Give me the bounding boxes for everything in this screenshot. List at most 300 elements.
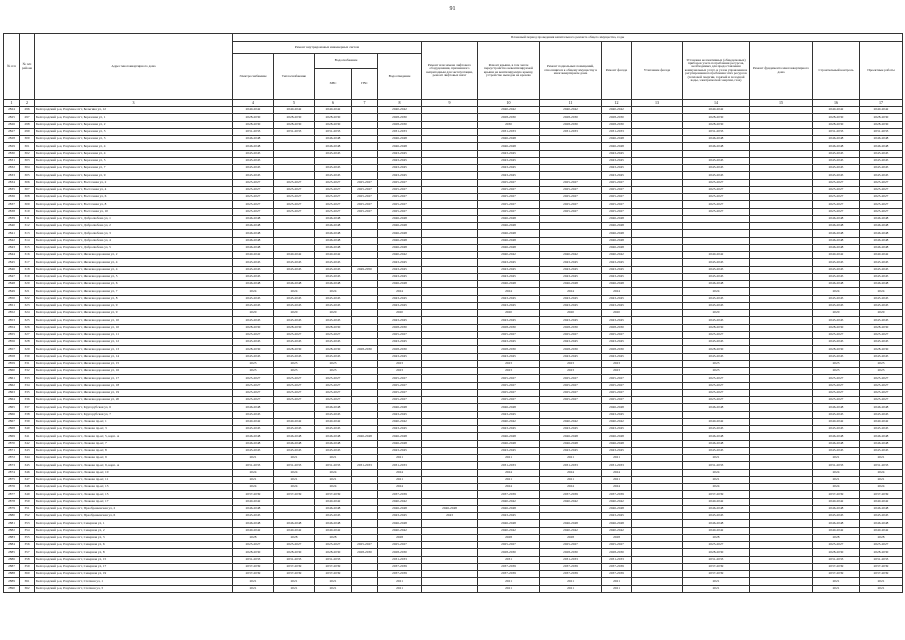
row-period-cell: 2040-2042 [813, 498, 860, 505]
row-period-cell [750, 527, 813, 534]
row-period-cell [632, 404, 683, 411]
row-period-cell: 2024 [233, 469, 274, 476]
row-period-cell [683, 223, 750, 230]
row-period-cell: 2046-2048 [478, 230, 540, 237]
row-period-cell [422, 397, 478, 404]
row-period-cell: 2046-2048 [813, 505, 860, 512]
row-period-cell: 2046-2048 [602, 505, 632, 512]
row-period-cell: 2021 [233, 476, 274, 483]
row-district-number: 362 [20, 585, 35, 592]
row-period-cell: 2025-2027 [378, 397, 422, 404]
col-header-address: Адрес многоквартирного дома [35, 34, 233, 100]
row-period-cell: 2040-2042 [540, 107, 602, 114]
row-period-cell: 2028-2030 [315, 324, 352, 331]
row-period-cell: 2043-2045 [860, 273, 903, 280]
row-period-cell: 2021 [602, 578, 632, 585]
row-period-cell: 2028-2030 [540, 346, 602, 353]
row-period-cell: 2046-2048 [233, 223, 274, 230]
row-period-cell [422, 411, 478, 418]
row-period-cell: 2043-2045 [233, 317, 274, 324]
row-period-cell: 2037-2039 [683, 563, 750, 570]
row-period-cell [422, 186, 478, 193]
row-period-cell: 2025-2027 [315, 186, 352, 193]
row-period-cell [422, 571, 478, 578]
col-header-control: Строительный контроль [813, 42, 860, 100]
row-period-cell: 2043-2045 [683, 339, 750, 346]
row-period-cell [750, 563, 813, 570]
row-address: Белгородский р-н, Разумное пгт, Степная ул, 1 [35, 578, 233, 585]
row-period-cell: 2043-2045 [602, 165, 632, 172]
row-period-cell: 2021 [813, 476, 860, 483]
row-period-cell: 2025-2027 [233, 542, 274, 549]
row-period-cell: 2046-2048 [315, 237, 352, 244]
row-period-cell: 2043-2045 [233, 426, 274, 433]
row-period-cell: 2028 [233, 534, 274, 541]
row-period-cell: 2025-2027 [378, 179, 422, 186]
row-period-cell: 2043-2045 [233, 259, 274, 266]
row-period-cell: 2046-2048 [422, 505, 478, 512]
row-period-cell [750, 143, 813, 150]
row-number: 2879 [4, 505, 20, 512]
row-period-cell [422, 563, 478, 570]
row-period-cell: 2040-2042 [683, 418, 750, 425]
row-period-cell: 2040-2042 [602, 498, 632, 505]
row-period-cell: 2021 [602, 455, 632, 462]
row-period-cell: 2025-2027 [274, 375, 315, 382]
row-number: 2866 [4, 411, 20, 418]
row-period-cell: 2040-2042 [683, 498, 750, 505]
row-period-cell [632, 542, 683, 549]
row-period-cell: 2025-2027 [860, 331, 903, 338]
row-period-cell [750, 121, 813, 128]
row-period-cell [632, 411, 683, 418]
row-period-cell [683, 244, 750, 251]
row-district-number: 316 [20, 252, 35, 259]
row-period-cell: 2043-2045 [860, 317, 903, 324]
row-period-cell [632, 259, 683, 266]
row-period-cell: 2025-2027 [860, 382, 903, 389]
row-period-cell [632, 389, 683, 396]
row-period-cell: 2043-2045 [813, 295, 860, 302]
row-period-cell: 2043-2045 [813, 447, 860, 454]
row-address: Белгородский р-н, Разумное пгт, Железнодорожная ул, 8 [35, 295, 233, 302]
row-period-cell: 2046-2048 [478, 244, 540, 251]
row-period-cell: 2040-2042 [860, 527, 903, 534]
row-period-cell: 2040-2042 [233, 418, 274, 425]
row-period-cell: 2043-2045 [315, 266, 352, 273]
table-row [4, 513, 903, 520]
table-row [4, 252, 903, 259]
row-period-cell [274, 172, 315, 179]
row-period-cell: 2037-2039 [233, 491, 274, 498]
row-period-cell: 2040-2042 [233, 527, 274, 534]
row-period-cell: 2028-2030 [813, 346, 860, 353]
row-period-cell: 2046-2048 [860, 223, 903, 230]
row-period-cell: 2037-2039 [478, 563, 540, 570]
row-period-cell: 2021 [860, 585, 903, 592]
row-period-cell: 2031-2033 [478, 128, 540, 135]
row-number: 2835 [4, 186, 20, 193]
table-row [4, 157, 903, 164]
row-period-cell: 2025-2027 [352, 186, 378, 193]
row-period-cell: 2024 [683, 484, 750, 491]
row-period-cell: 2024 [813, 469, 860, 476]
row-period-cell [352, 107, 378, 114]
row-period-cell: 2043-2045 [813, 273, 860, 280]
row-period-cell: 2043-2045 [233, 447, 274, 454]
row-period-cell [422, 368, 478, 375]
row-period-cell [422, 165, 478, 172]
row-period-cell: 2046-2048 [813, 244, 860, 251]
row-address: Белгородский р-н, Разумное пгт, Восточная ул, 2 [35, 179, 233, 186]
row-period-cell: 2025-2027 [352, 179, 378, 186]
row-period-cell [750, 520, 813, 527]
row-period-cell: 2046-2048 [274, 281, 315, 288]
row-period-cell: 2043 [422, 513, 478, 520]
row-period-cell: 2021 [683, 578, 750, 585]
row-period-cell: 2025-2027 [860, 186, 903, 193]
row-district-number: 361 [20, 578, 35, 585]
table-row [4, 295, 903, 302]
row-period-cell [352, 556, 378, 563]
row-period-cell: 2025-2027 [602, 331, 632, 338]
row-period-cell [422, 150, 478, 157]
row-period-cell: 2043-2045 [315, 447, 352, 454]
row-period-cell [352, 389, 378, 396]
row-period-cell: 2025-2027 [478, 186, 540, 193]
column-number: 6 [315, 100, 352, 107]
row-address: Белгородский р-н, Разумное пгт, Железнодорожная ул, 13 [35, 346, 233, 353]
row-period-cell: 2025-2027 [478, 331, 540, 338]
col-header-heat: Теплоснабжение [274, 54, 315, 100]
row-number: 2872 [4, 455, 20, 462]
table-row [4, 549, 903, 556]
row-period-cell [540, 136, 602, 143]
row-period-cell: 2046-2048 [860, 433, 903, 440]
row-address: Белгородский р-н, Разумное пгт, Северная ул, 17 [35, 563, 233, 570]
row-number: 2844 [4, 252, 20, 259]
table-body [4, 107, 903, 593]
row-address: Белгородский р-н, Разумное пгт, Лазкова пр-кт, 8 [35, 447, 233, 454]
row-period-cell: 2025-2027 [233, 389, 274, 396]
row-period-cell: 2024 [315, 288, 352, 295]
row-period-cell: 2025-2027 [683, 542, 750, 549]
row-period-cell: 2028-2030 [602, 346, 632, 353]
row-period-cell: 2031 [478, 556, 540, 563]
row-period-cell: 2046-2048 [233, 440, 274, 447]
row-number: 2836 [4, 194, 20, 201]
row-period-cell: 2040-2042 [233, 498, 274, 505]
row-period-cell: 2040-2042 [683, 252, 750, 259]
col-header-design: Проектные работы [860, 42, 903, 100]
row-period-cell: 2043-2045 [378, 513, 422, 520]
row-period-cell [422, 136, 478, 143]
row-period-cell: 2046-2048 [233, 143, 274, 150]
row-period-cell: 2046-2048 [860, 404, 903, 411]
row-period-cell: 2028-2030 [540, 324, 602, 331]
row-period-cell [632, 360, 683, 367]
row-number: 2832 [4, 165, 20, 172]
row-period-cell: 2040-2042 [602, 418, 632, 425]
row-period-cell: 2025-2027 [683, 331, 750, 338]
row-period-cell: 2040-2042 [478, 527, 540, 534]
row-period-cell: 2040-2042 [378, 252, 422, 259]
row-period-cell [750, 273, 813, 280]
row-period-cell: 2046-2048 [233, 281, 274, 288]
row-period-cell [750, 194, 813, 201]
row-district-number: 354 [20, 527, 35, 534]
row-period-cell: 2046-2048 [813, 230, 860, 237]
row-period-cell: 2020 [540, 310, 602, 317]
row-district-number: 339 [20, 418, 35, 425]
row-period-cell [632, 310, 683, 317]
row-number: 2850 [4, 295, 20, 302]
row-period-cell [632, 136, 683, 143]
row-number: 2829 [4, 143, 20, 150]
row-period-cell [750, 484, 813, 491]
row-period-cell: 2031-2033 [233, 128, 274, 135]
row-period-cell: 2025-2027 [540, 397, 602, 404]
row-district-number: 312 [20, 223, 35, 230]
row-period-cell: 2040-2042 [813, 107, 860, 114]
column-number: 17 [860, 100, 903, 107]
row-period-cell: 2043-2045 [813, 165, 860, 172]
row-period-cell: 2023 [683, 360, 750, 367]
row-period-cell: 2023 [813, 360, 860, 367]
group-header-engineering: Ремонт внутридомовых инженерных систем [233, 42, 422, 54]
row-period-cell: 2046-2048 [860, 281, 903, 288]
row-period-cell [422, 527, 478, 534]
row-period-cell: 2046-2048 [315, 223, 352, 230]
row-period-cell: 2043-2045 [602, 150, 632, 157]
row-period-cell: 2021 [378, 455, 422, 462]
row-period-cell: 2023 [315, 360, 352, 367]
row-period-cell [422, 556, 478, 563]
row-period-cell [352, 418, 378, 425]
row-number: 2845 [4, 259, 20, 266]
row-period-cell: 2025-2027 [540, 194, 602, 201]
row-number: 2874 [4, 469, 20, 476]
row-period-cell: 2031-2033 [274, 128, 315, 135]
row-address: Белгородский р-н, Разумное пгт, Железнодорожная ул, 16 [35, 368, 233, 375]
row-period-cell: 2043-2045 [813, 411, 860, 418]
row-district-number: 344 [20, 455, 35, 462]
row-period-cell [632, 585, 683, 592]
row-period-cell: 2025-2027 [683, 186, 750, 193]
row-period-cell: 2024 [315, 469, 352, 476]
row-period-cell: 2025-2027 [860, 397, 903, 404]
row-period-cell [683, 150, 750, 157]
row-period-cell: 2043-2045 [683, 165, 750, 172]
table-row [4, 237, 903, 244]
row-period-cell: 2025-2027 [315, 382, 352, 389]
table-row [4, 201, 903, 208]
table-row [4, 556, 903, 563]
row-period-cell [274, 273, 315, 280]
row-period-cell: 2028 [602, 534, 632, 541]
row-period-cell: 2046-2048 [378, 223, 422, 230]
row-period-cell [274, 223, 315, 230]
column-number: 5 [274, 100, 315, 107]
row-number: 2863 [4, 389, 20, 396]
row-period-cell: 2043-2045 [315, 339, 352, 346]
row-period-cell: 2040-2042 [860, 418, 903, 425]
row-period-cell: 2043-2045 [274, 353, 315, 360]
row-period-cell [422, 107, 478, 114]
row-period-cell: 2023 [683, 368, 750, 375]
row-district-number: 357 [20, 549, 35, 556]
row-period-cell [632, 317, 683, 324]
row-period-cell [750, 266, 813, 273]
row-period-cell: 2028-2030 [274, 346, 315, 353]
row-period-cell: 2040-2042 [378, 418, 422, 425]
row-period-cell: 2037-2039 [540, 563, 602, 570]
row-period-cell: 2021 [378, 578, 422, 585]
row-period-cell [750, 259, 813, 266]
row-period-cell [352, 447, 378, 454]
table-row [4, 179, 903, 186]
row-period-cell: 2025-2027 [602, 208, 632, 215]
row-period-cell: 2046-2048 [478, 143, 540, 150]
row-period-cell: 2046-2048 [233, 433, 274, 440]
row-period-cell: 2021 [540, 578, 602, 585]
row-period-cell [422, 455, 478, 462]
row-number: 2883 [4, 534, 20, 541]
table-row [4, 143, 903, 150]
row-period-cell: 2020 [233, 310, 274, 317]
row-period-cell: 2031-2033 [352, 462, 378, 469]
row-district-number: 330 [20, 353, 35, 360]
row-period-cell: 2046-2048 [233, 244, 274, 251]
row-period-cell [750, 455, 813, 462]
row-period-cell [632, 273, 683, 280]
row-period-cell [274, 157, 315, 164]
row-period-cell: 2043-2045 [315, 302, 352, 309]
row-period-cell: 2043-2045 [540, 447, 602, 454]
row-period-cell: 2046-2048 [478, 440, 540, 447]
row-period-cell: 2025-2027 [813, 208, 860, 215]
row-period-cell: 2037-2039 [602, 571, 632, 578]
row-period-cell: 2037-2039 [860, 571, 903, 578]
col-header-hvs: ХВС [315, 69, 352, 100]
row-period-cell [632, 215, 683, 222]
row-period-cell: 2031-2033 [860, 556, 903, 563]
row-period-cell: 2046-2048 [813, 404, 860, 411]
row-period-cell: 2046-2048 [378, 440, 422, 447]
row-number: 2861 [4, 375, 20, 382]
row-period-cell: 2040-2042 [315, 252, 352, 259]
table-row [4, 447, 903, 454]
row-address: Белгородский р-н, Разумное пгт, Березовая ул, 2 [35, 121, 233, 128]
row-period-cell: 2040-2042 [478, 107, 540, 114]
row-period-cell: 2028-2030 [378, 549, 422, 556]
row-period-cell [422, 339, 478, 346]
row-period-cell [632, 223, 683, 230]
row-period-cell [632, 295, 683, 302]
row-period-cell: 2043-2045 [683, 317, 750, 324]
row-period-cell [352, 382, 378, 389]
row-period-cell: 2043-2045 [315, 295, 352, 302]
row-address: Белгородский р-н, Разумное пгт, Железнодорожная ул, 20 [35, 397, 233, 404]
row-period-cell: 2046-2048 [540, 433, 602, 440]
row-period-cell: 2024 [860, 288, 903, 295]
row-district-number: 310 [20, 208, 35, 215]
row-period-cell: 2025-2027 [274, 397, 315, 404]
row-period-cell [750, 281, 813, 288]
row-period-cell: 2028-2030 [813, 549, 860, 556]
row-number: 2869 [4, 433, 20, 440]
row-period-cell: 2043-2045 [274, 317, 315, 324]
row-period-cell [422, 346, 478, 353]
row-number: 2842 [4, 237, 20, 244]
table-row [4, 186, 903, 193]
row-period-cell: 2046-2048 [813, 136, 860, 143]
row-period-cell: 2046-2048 [315, 244, 352, 251]
row-period-cell: 2046-2048 [813, 281, 860, 288]
row-period-cell: 2043-2045 [315, 353, 352, 360]
row-district-number: 347 [20, 476, 35, 483]
row-period-cell: 2028-2030 [233, 324, 274, 331]
row-period-cell [632, 157, 683, 164]
row-period-cell: 2025-2027 [540, 389, 602, 396]
row-period-cell [632, 418, 683, 425]
column-number: 9 [422, 100, 478, 107]
row-period-cell: 2028-2030 [478, 346, 540, 353]
row-period-cell: 2040-2042 [233, 107, 274, 114]
row-period-cell: 2046-2048 [233, 215, 274, 222]
row-period-cell: 2037-2039 [813, 563, 860, 570]
row-period-cell: 2025-2027 [478, 194, 540, 201]
row-address: Белгородский р-н, Разумное пгт, Кругорубская ул, 6 [35, 404, 233, 411]
row-period-cell: 2021 [315, 476, 352, 483]
row-period-cell [540, 165, 602, 172]
row-period-cell: 2046-2048 [378, 230, 422, 237]
row-number: 2853 [4, 317, 20, 324]
row-period-cell: 2025-2027 [860, 201, 903, 208]
row-period-cell: 2046-2048 [352, 433, 378, 440]
row-period-cell: 2046-2048 [478, 281, 540, 288]
row-period-cell: 2043-2045 [478, 317, 540, 324]
row-period-cell: 2025-2027 [683, 382, 750, 389]
col-header-facade-warm: Утепление фасада [632, 42, 683, 100]
row-period-cell: 2043-2045 [540, 295, 602, 302]
row-period-cell: 2025-2027 [274, 382, 315, 389]
row-district-number: 351 [20, 505, 35, 512]
row-period-cell [750, 571, 813, 578]
row-period-cell: 2025-2027 [478, 201, 540, 208]
row-period-cell [352, 469, 378, 476]
row-period-cell: 2046-2048 [860, 143, 903, 150]
row-period-cell: 2031-2033 [478, 462, 540, 469]
row-period-cell [750, 128, 813, 135]
row-address: Белгородский р-н, Разумное пгт, Добролюбова ул, 1 [35, 215, 233, 222]
row-period-cell: 2040-2042 [683, 107, 750, 114]
table-row [4, 288, 903, 295]
row-period-cell: 2043-2045 [683, 273, 750, 280]
row-period-cell: 2028-2030 [478, 324, 540, 331]
row-period-cell [352, 143, 378, 150]
row-period-cell: 2040-2042 [274, 527, 315, 534]
row-district-number: 329 [20, 346, 35, 353]
row-period-cell [632, 375, 683, 382]
table-row [4, 107, 903, 114]
row-period-cell: 2025-2027 [378, 201, 422, 208]
row-period-cell [540, 172, 602, 179]
row-district-number: 317 [20, 259, 35, 266]
row-period-cell [352, 368, 378, 375]
row-address: Белгородский р-н, Разумное пгт, Степная ул, 3 [35, 585, 233, 592]
row-period-cell: 2043-2045 [378, 259, 422, 266]
